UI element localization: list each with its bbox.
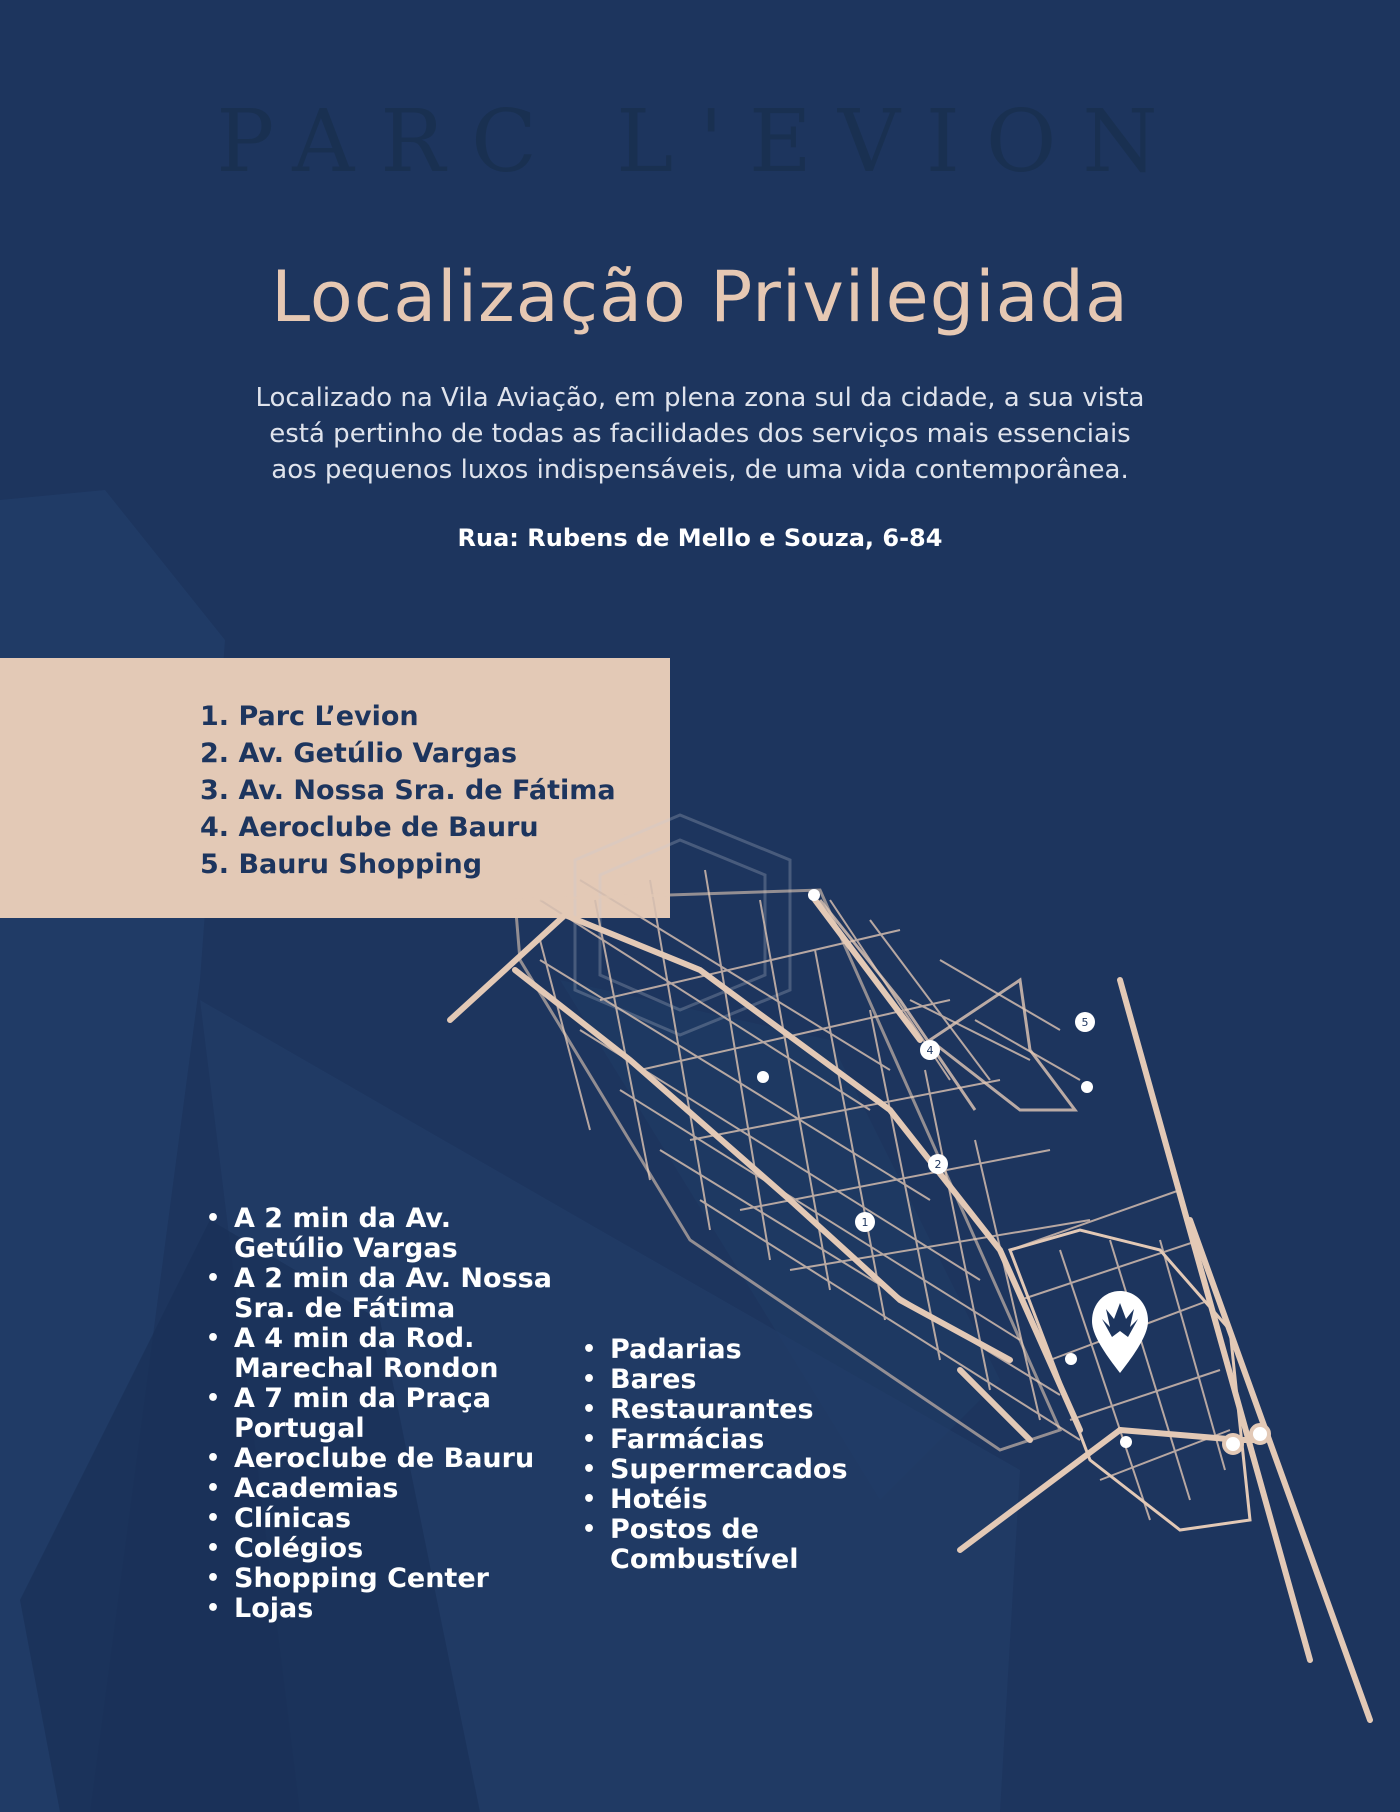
list-item: • A 7 min da Praça Portugal (204, 1384, 564, 1444)
map-dot (757, 1071, 769, 1083)
list-item: • Bares (580, 1365, 940, 1395)
page-title: Localização Privilegiada (271, 256, 1129, 338)
list-item: • Clínicas (204, 1504, 564, 1534)
legend-item: 1. Parc L’evion (200, 701, 419, 732)
list-item: • Academias (204, 1474, 564, 1504)
list-item: • Hotéis (580, 1485, 940, 1515)
address-line: Rua: Rubens de Mello e Souza, 6-84 (457, 524, 943, 552)
marker-label: 1 (861, 1216, 869, 1229)
legend-item: 2. Av. Getúlio Vargas (200, 738, 518, 769)
list-item: • Supermercados (580, 1455, 940, 1485)
brand-wordmark: PARC L'EVION (216, 92, 1184, 192)
main-avenues (450, 900, 1370, 1720)
list-item: • Farmácias (580, 1425, 940, 1455)
features-list-left (204, 1204, 564, 1624)
map-dot (1224, 1435, 1242, 1453)
intro-paragraph: Localizado na Vila Aviação, em plena zona sul da cidade, a sua vista está pertinho de todas as facilidades dos serviços mais essenciais aos pequenos luxos indispensáveis, de uma vida contemporânea. (255, 383, 1145, 485)
list-item: • Aeroclube de Bauru (204, 1444, 564, 1474)
list-item: • Restaurantes (580, 1395, 940, 1425)
map-dot (1120, 1436, 1132, 1448)
map-marker-1 (855, 1212, 875, 1232)
legend-item: 3. Av. Nossa Sra. de Fátima (200, 775, 616, 806)
legend-item: 5. Bauru Shopping (200, 849, 483, 880)
list-item: • Shopping Center (204, 1564, 564, 1594)
marker-label: 5 (1081, 1016, 1089, 1029)
list-item: • A 4 min da Rod. Marechal Rondon (204, 1324, 564, 1384)
parc-levion-location-pin-icon (1092, 1291, 1148, 1373)
list-item: • Padarias (580, 1335, 940, 1365)
list-item: • A 2 min da Av. Getúlio Vargas (204, 1204, 564, 1264)
list-item: • A 2 min da Av. Nossa Sra. de Fátima (204, 1264, 564, 1324)
legend-item: 4. Aeroclube de Bauru (200, 812, 539, 843)
marker-label: 4 (926, 1044, 934, 1057)
map-dot (1251, 1425, 1269, 1443)
map-dot (1081, 1081, 1093, 1093)
map-dot (808, 889, 820, 901)
features-list-right (580, 1335, 940, 1575)
list-item: • Colégios (204, 1534, 564, 1564)
map-marker-4 (920, 1040, 940, 1060)
marker-label: 2 (934, 1158, 942, 1171)
map-marker-2 (928, 1154, 948, 1174)
map-dot (1065, 1353, 1077, 1365)
list-item: • Lojas (204, 1594, 564, 1624)
map-marker-5 (1075, 1012, 1095, 1032)
list-item: • Postos de Combustível (580, 1515, 940, 1575)
